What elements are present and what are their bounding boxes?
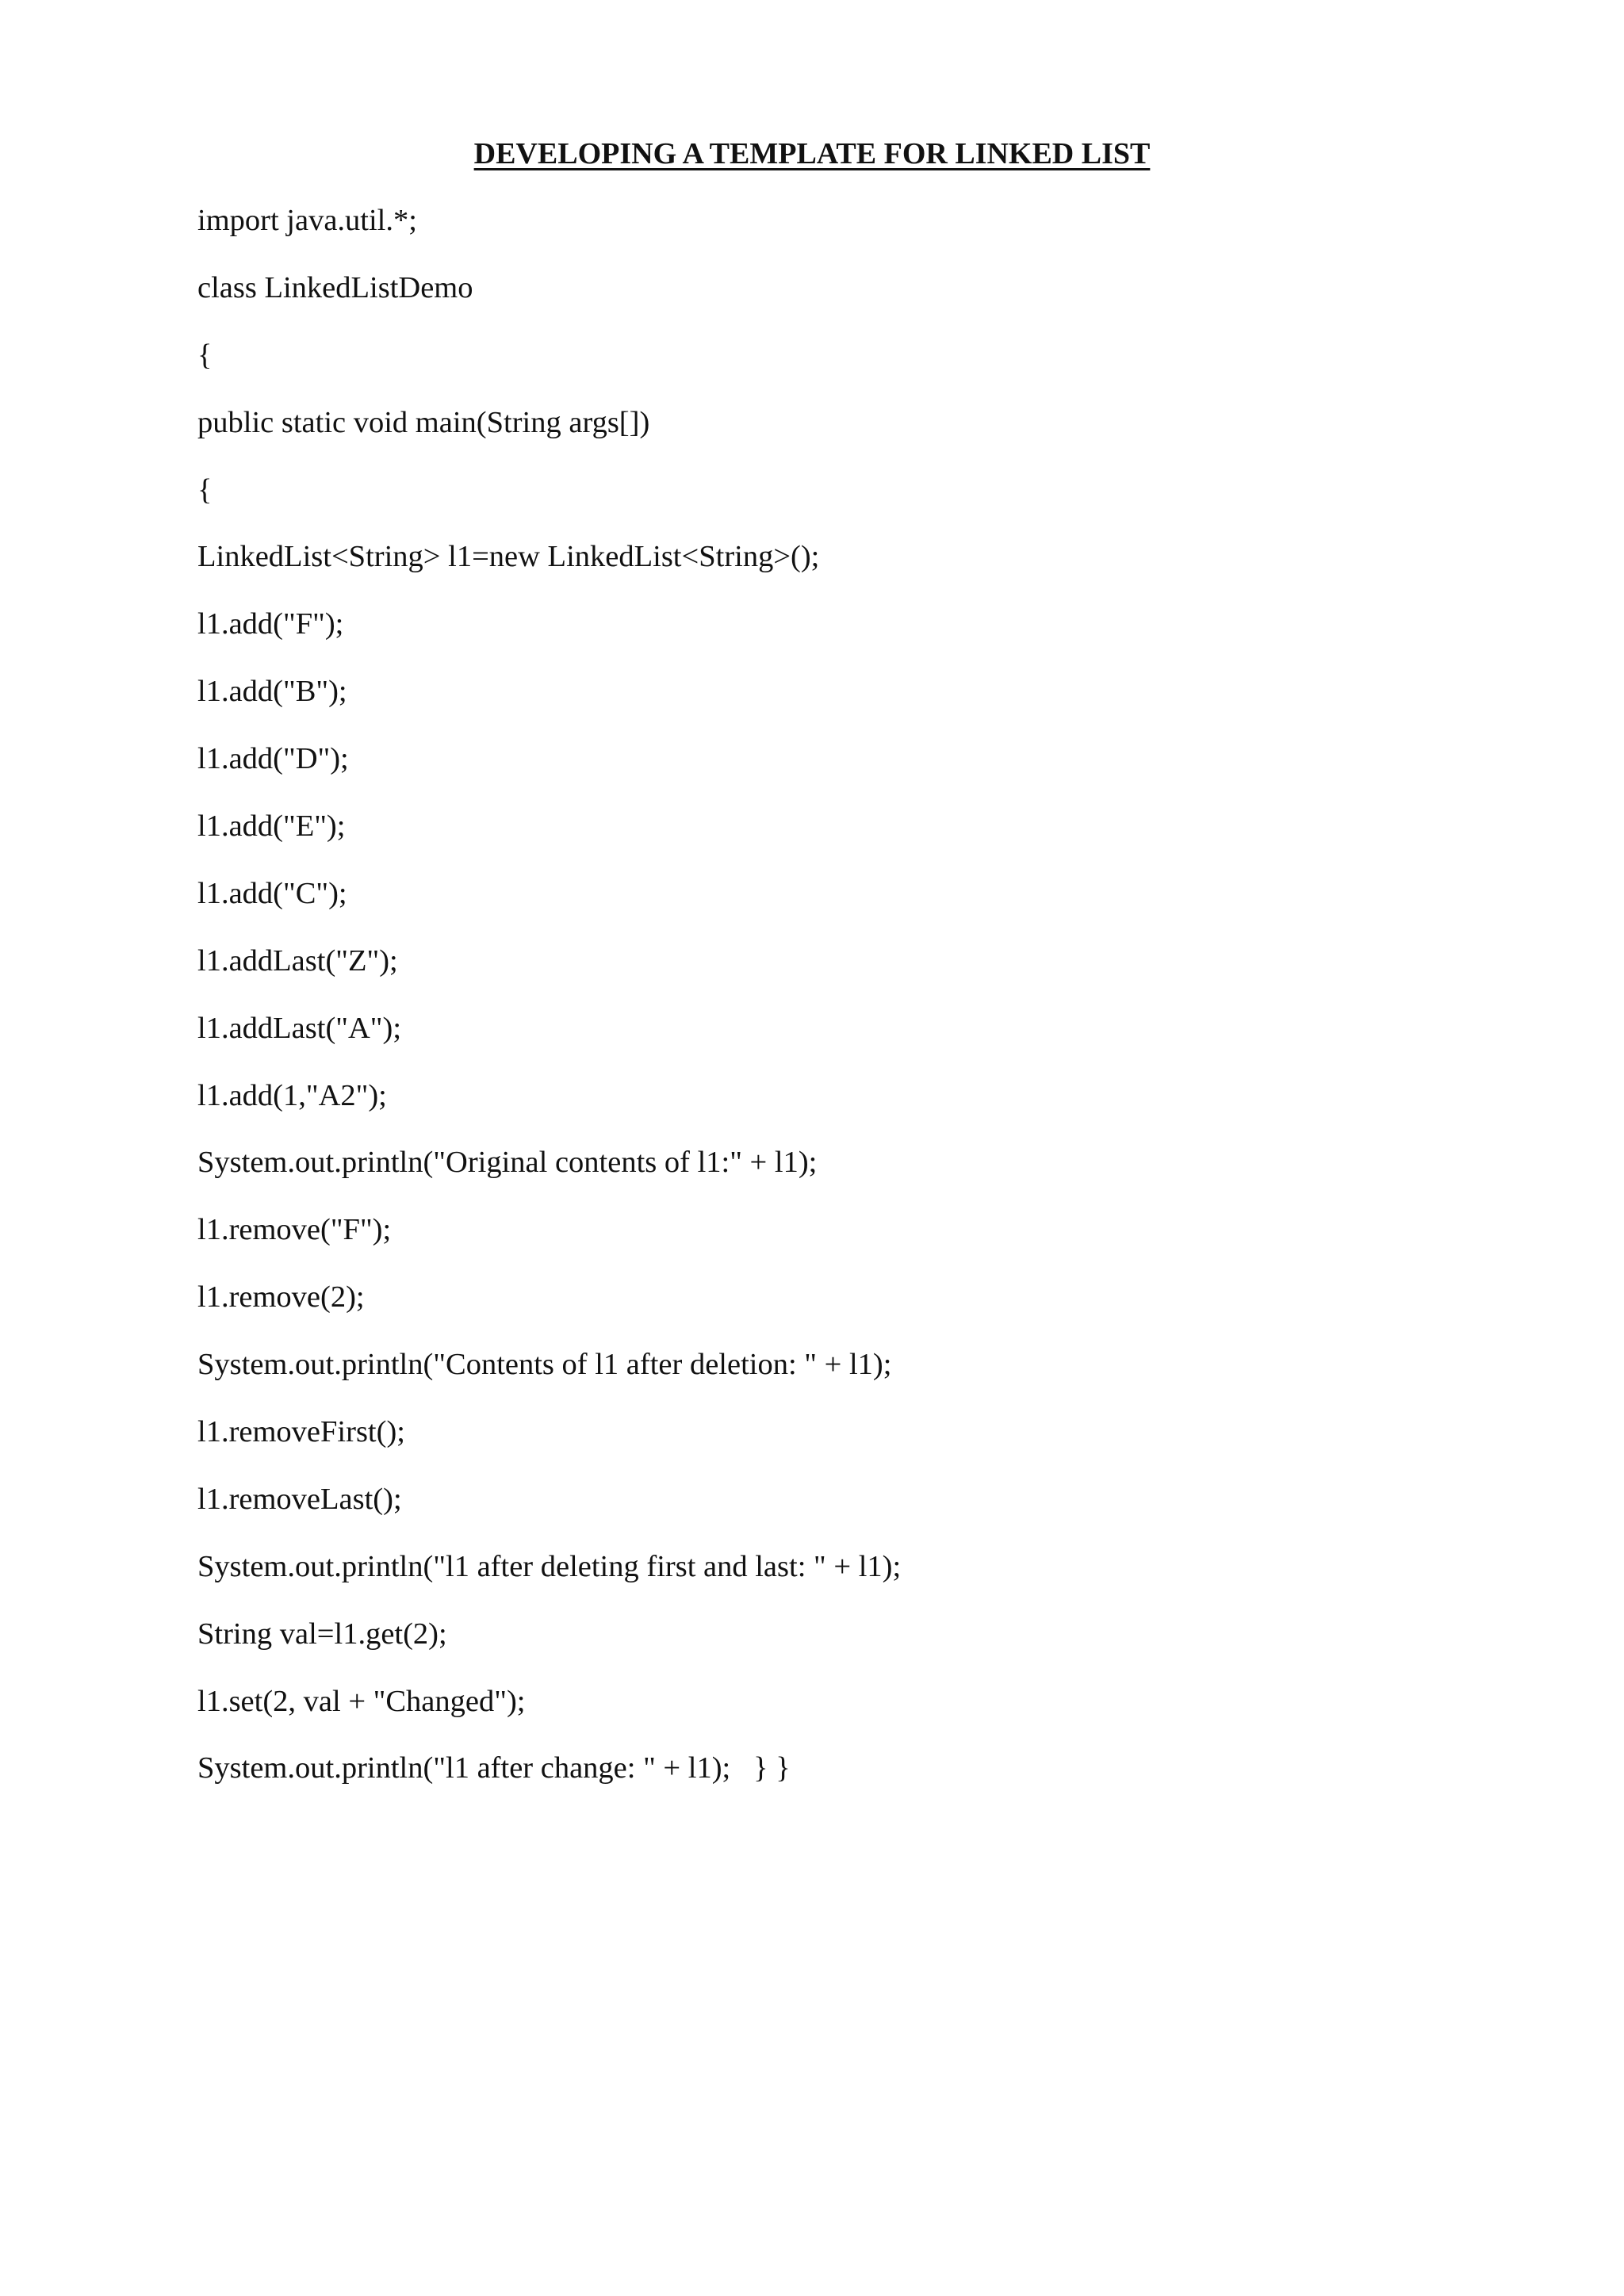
code-line: l1.addLast("A"); xyxy=(197,1011,402,1045)
code-line: l1.add("E"); xyxy=(197,809,346,844)
code-line: l1.add("C"); xyxy=(197,876,347,910)
code-line: import java.util.*; xyxy=(197,204,417,237)
code-line: l1.set(2, val + "Changed"); xyxy=(197,1684,526,1718)
code-line: l1.add("D"); xyxy=(197,742,349,776)
code-line: l1.addLast("Z"); xyxy=(197,943,398,978)
code-line: System.out.println("Original contents of l1:" + l1); xyxy=(197,1146,818,1180)
code-line: l1.add("F"); xyxy=(197,607,344,641)
code-line: l1.add("B"); xyxy=(197,675,347,709)
code-line: { xyxy=(197,473,213,507)
code-line: l1.remove("F"); xyxy=(197,1213,392,1247)
code-line: String val=l1.get(2); xyxy=(197,1617,447,1651)
code-line: System.out.println("l1 after deleting first and last: " + l1); xyxy=(197,1549,902,1583)
code-listing xyxy=(197,200,1545,1815)
code-line: public static void main(String args[]) xyxy=(197,405,650,439)
code-line: l1.removeLast(); xyxy=(197,1482,402,1516)
code-line: System.out.println("l1 after change: " + l1); } } xyxy=(197,1751,791,1785)
document-title: DEVELOPING A TEMPLATE FOR LINKED LIST xyxy=(473,137,1151,170)
code-line: class LinkedListDemo xyxy=(197,270,473,304)
code-line: l1.add(1,"A2"); xyxy=(197,1078,387,1112)
code-line: { xyxy=(197,338,213,372)
code-line: l1.removeFirst(); xyxy=(197,1415,405,1449)
code-line: l1.remove(2); xyxy=(197,1280,365,1314)
code-line: System.out.println("Contents of l1 after deletion: " + l1); xyxy=(197,1348,892,1382)
code-line: LinkedList<String> l1=new LinkedList<String>(); xyxy=(197,540,820,574)
